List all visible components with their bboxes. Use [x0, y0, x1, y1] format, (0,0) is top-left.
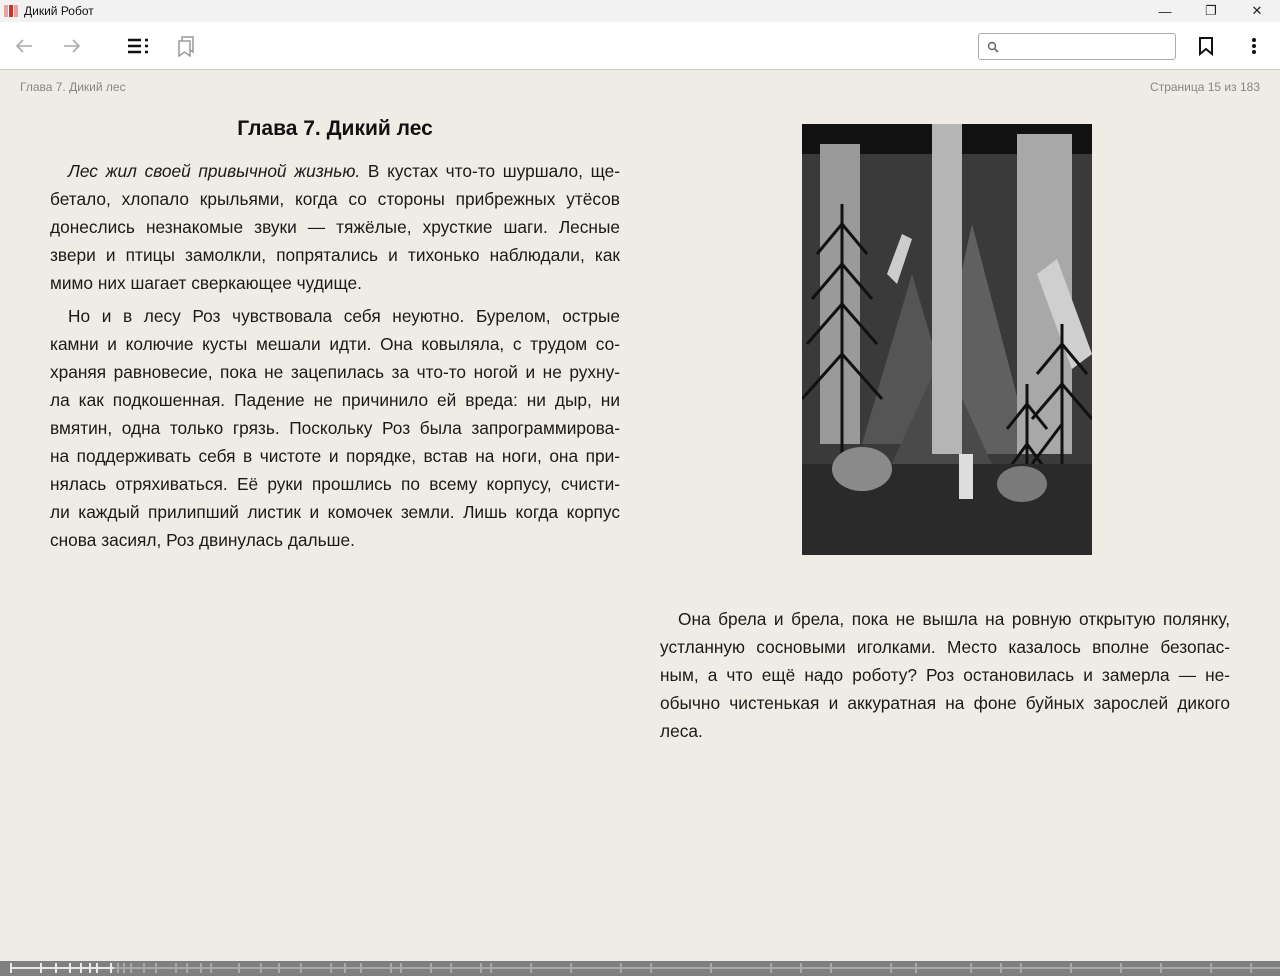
table-of-contents-button[interactable]: [126, 34, 150, 58]
text-line: снова засиял, Роз двинулась дальше.: [50, 530, 355, 550]
chapter-tick: [490, 963, 492, 973]
chapter-tick: [430, 963, 432, 973]
chapter-tick: [400, 963, 402, 973]
close-button[interactable]: ✕: [1251, 3, 1263, 18]
reading-progress-bar[interactable]: [0, 961, 1280, 976]
paragraph-1: [50, 185, 620, 297]
chapter-tick: [1120, 963, 1122, 973]
text-line: ным, а что ещё надо роботу? Роз остановилась и замерла — не-: [660, 665, 1230, 685]
chapter-tick: [186, 963, 188, 973]
toc-list-icon: [127, 37, 149, 55]
text-line: бетало, хлопало крыльями, когда со стороны прибрежных утёсов: [50, 189, 620, 209]
app-book-icon: [4, 5, 18, 17]
forest-illustration: [802, 124, 1092, 555]
text-line: звери и птицы замолкли, попрятались и тихонько наблюдали, как: [50, 245, 620, 265]
arrow-right-icon: [62, 38, 82, 54]
search-box[interactable]: [978, 33, 1176, 60]
chapter-tick: [200, 963, 202, 973]
chapter-tick: [175, 963, 177, 973]
chapter-tick: [390, 963, 392, 973]
chapter-tick: [80, 963, 82, 973]
chapter-tick: [830, 963, 832, 973]
chapter-tick: [143, 963, 145, 973]
chapter-tick: [96, 963, 98, 973]
bookmark-icon: [1198, 36, 1214, 56]
chapter-tick: [210, 963, 212, 973]
search-input[interactable]: [1005, 37, 1170, 56]
toolbar: [0, 22, 1280, 70]
left-page-text: [50, 157, 620, 554]
chapter-tick: [530, 963, 532, 973]
chapter-tick: [123, 963, 125, 973]
more-menu-button[interactable]: [1242, 34, 1266, 58]
chapter-tick: [10, 963, 12, 973]
restore-button[interactable]: ❐: [1205, 3, 1217, 18]
chapter-tick: [238, 963, 240, 973]
chapter-tick: [620, 963, 622, 973]
chapter-tick: [89, 963, 91, 973]
text-line: обычно чистенькая и аккуратная на фоне буйных зарослей дикого: [660, 693, 1230, 713]
minimize-button[interactable]: —: [1158, 3, 1172, 19]
chapter-tick: [155, 963, 157, 973]
forward-button[interactable]: [60, 34, 84, 58]
text-line: Она брела и брела, пока не вышла на ровную открытую полянку,: [678, 609, 1230, 629]
chapter-tick: [278, 963, 280, 973]
chapter-tick: [110, 963, 112, 973]
chapter-heading: Глава 7. Дикий лес: [237, 117, 433, 140]
text-line: донеслись незнакомые звуки — тяжёлые, хрусткие шаги. Лесные: [50, 217, 620, 237]
chapter-tick: [1160, 963, 1162, 973]
chapter-tick: [450, 963, 452, 973]
right-page-text: [660, 605, 1230, 745]
chapter-tick: [117, 963, 119, 973]
bookmarks-list-button[interactable]: [174, 34, 198, 58]
progress-fill: [10, 967, 114, 969]
chapter-tick: [1210, 963, 1212, 973]
chapter-tick: [130, 963, 132, 973]
paragraph-2: [50, 302, 620, 554]
more-vertical-icon: [1251, 37, 1257, 55]
chapter-tick: [970, 963, 972, 973]
title-bar: [0, 0, 1280, 22]
chapter-tick: [1020, 963, 1022, 973]
chapter-tick: [1000, 963, 1002, 973]
chapter-tick: [800, 963, 802, 973]
paragraph-3: [660, 605, 1230, 745]
chapter-tick: [890, 963, 892, 973]
arrow-left-icon: [14, 38, 34, 54]
chapter-tick: [1070, 963, 1072, 973]
italic-lead: Лес жил своей привычной жизнью.: [68, 161, 361, 181]
text-line: мимо них шагает сверкающее чудище.: [50, 273, 362, 293]
text-line: ли каждый прилипший листик и комочек земли. Лишь когда корпус: [50, 502, 620, 522]
text-line: Но и в лесу Роз чувствовала себя неуютно. Бурелом, острые: [68, 306, 620, 326]
chapter-tick: [300, 963, 302, 973]
text-line: вмятин, одна только грязь. Поскольку Роз была запрограммирова-: [50, 418, 620, 438]
add-bookmark-button[interactable]: [1194, 34, 1218, 58]
chapter-tick: [570, 963, 572, 973]
text-line: храняя равновесие, пока не зацепилась за что-то ногой и не рухну-: [50, 362, 620, 382]
chapter-tick: [55, 963, 57, 973]
window-title: Дикий Робот: [24, 4, 94, 18]
back-button[interactable]: [12, 34, 36, 58]
chapter-tick: [260, 963, 262, 973]
chapter-tick: [1250, 963, 1252, 973]
text-line: на поддерживать себя в чистоте и порядке, встав на ноги, она при-: [50, 446, 620, 466]
chapter-tick: [344, 963, 346, 973]
chapter-tick: [770, 963, 772, 973]
text-line: [50, 157, 620, 185]
chapter-tick: [650, 963, 652, 973]
search-icon: [987, 41, 999, 53]
text-line: нялась отряхиваться. Её руки прошлись по всему корпусу, счисти-: [50, 474, 620, 494]
chapter-tick: [330, 963, 332, 973]
chapter-tick: [915, 963, 917, 973]
text-line: ла как подкошенная. Падение не причинило ей вреда: ни дыр, ни: [50, 390, 620, 410]
text-line: устланную сосновыми иголками. Место казалось вполне безопас-: [660, 637, 1230, 657]
page-indicator: Страница 15 из 183: [1150, 80, 1260, 94]
bookmarks-icon: [176, 35, 196, 57]
chapter-tick: [69, 963, 71, 973]
text-fragment: В кустах что-то шуршало, ще-: [360, 161, 620, 181]
chapter-tick: [360, 963, 362, 973]
chapter-tick: [480, 963, 482, 973]
chapter-header: Глава 7. Дикий лес: [20, 80, 126, 94]
chapter-tick: [710, 963, 712, 973]
text-line: леса.: [660, 721, 703, 741]
chapter-tick: [40, 963, 42, 973]
text-line: камни и колючие кусты мешали идти. Она ковыляла, с трудом со-: [50, 334, 620, 354]
